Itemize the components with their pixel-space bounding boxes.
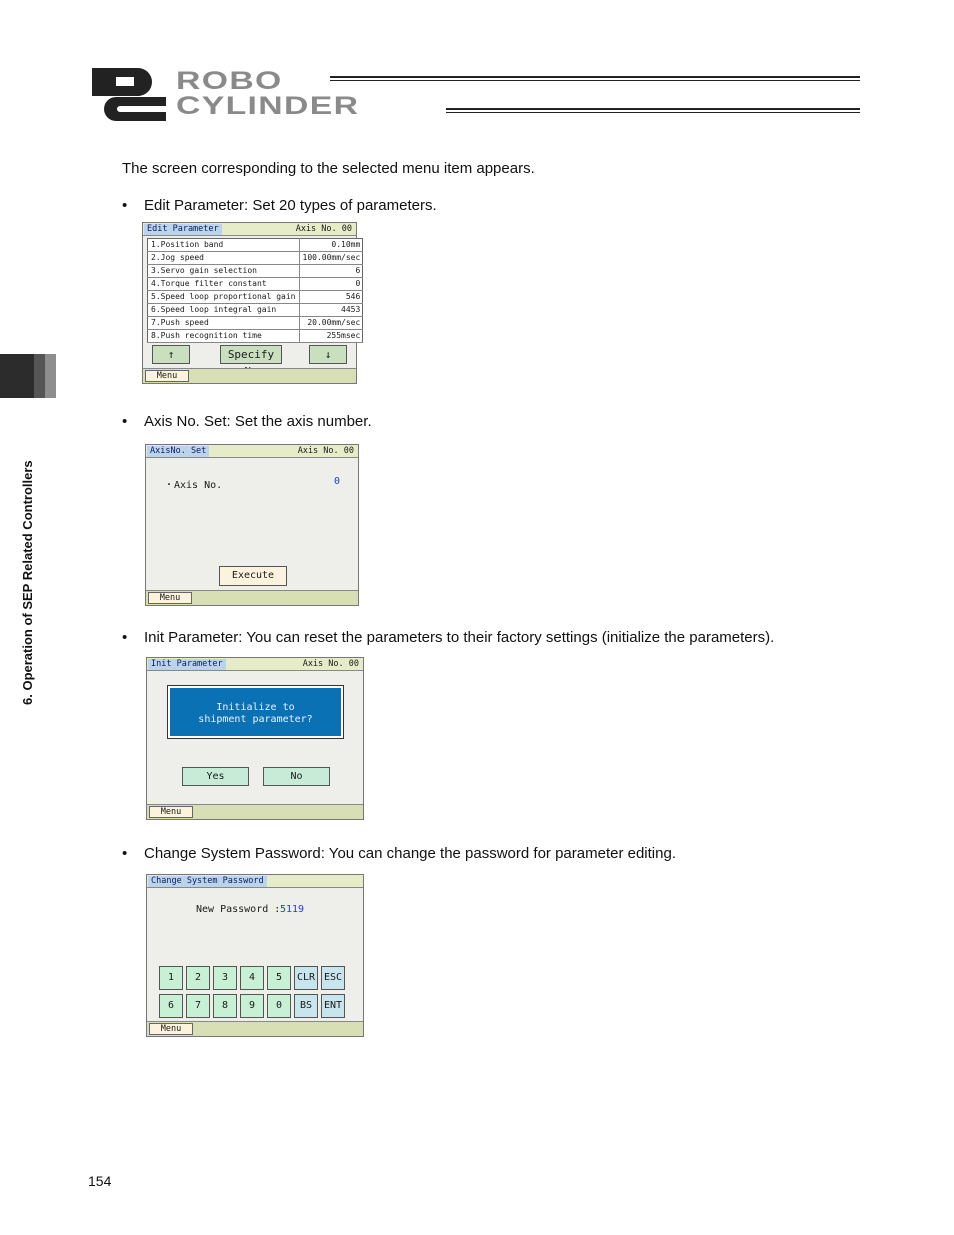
menu-button[interactable]: Menu	[149, 1023, 193, 1035]
execute-button[interactable]: Execute	[219, 566, 287, 586]
axis-number-label: Axis No. 00	[297, 446, 354, 456]
screen-title: Edit Parameter	[144, 224, 222, 235]
bullet-change-password: Change System Password: You can change the password for parameter editing.	[144, 845, 676, 862]
dialog-line-1: Initialize to	[216, 702, 295, 713]
screen-title-bar	[147, 658, 363, 671]
intro-text: The screen corresponding to the selected menu item appears.	[122, 160, 535, 177]
new-password-value[interactable]: 5119	[280, 904, 305, 915]
menu-button[interactable]: Menu	[149, 806, 193, 818]
new-password-label: New Password :	[196, 904, 281, 915]
parameter-value: 0.10mm	[299, 239, 363, 252]
screen-title-bar	[147, 875, 363, 888]
key-2[interactable]: 2	[186, 966, 210, 990]
screen-bottom-bar	[147, 804, 363, 819]
key-ent[interactable]: ENT	[321, 994, 345, 1018]
chapter-title: 6. Operation of SEP Related Controllers	[20, 460, 35, 705]
specify-no-button[interactable]: Specify	[220, 345, 282, 364]
table-row[interactable]	[148, 278, 363, 291]
axis-number-label: Axis No. 00	[295, 224, 352, 234]
screen-title-bar	[143, 223, 356, 236]
key-3[interactable]: 3	[213, 966, 237, 990]
robo-cylinder-logo	[88, 66, 860, 122]
table-row[interactable]	[148, 330, 363, 343]
bullet-mark: •	[122, 413, 128, 430]
parameter-label: 2.Jog speed	[148, 252, 300, 265]
key-9[interactable]: 9	[240, 994, 264, 1018]
parameter-label: 4.Torque filter constant	[148, 278, 300, 291]
key-bs[interactable]: BS	[294, 994, 318, 1018]
yes-button[interactable]: Yes	[182, 767, 249, 786]
screen-bottom-bar	[143, 368, 356, 383]
axis-no-set-screen	[145, 444, 359, 606]
menu-button[interactable]: Menu	[145, 370, 189, 382]
screen-title-bar	[146, 445, 358, 458]
chapter-tab-dark	[0, 354, 34, 398]
parameter-value: 100.00mm/sec	[299, 252, 363, 265]
screen-bottom-bar	[147, 1021, 363, 1036]
parameter-value: 255msec	[299, 330, 363, 343]
axis-no-label: ・Axis No.	[164, 480, 223, 491]
parameter-value: 546	[299, 291, 363, 304]
header-rule-top	[330, 76, 860, 81]
bullet-axis-no-set: Axis No. Set: Set the axis number.	[144, 413, 372, 430]
parameter-table	[147, 238, 363, 343]
parameter-label: 8.Push recognition time	[148, 330, 300, 343]
key-7[interactable]: 7	[186, 994, 210, 1018]
chapter-tab-mid	[34, 354, 45, 398]
key-clr[interactable]: CLR	[294, 966, 318, 990]
key-8[interactable]: 8	[213, 994, 237, 1018]
chapter-tab-light	[45, 354, 56, 398]
no-button[interactable]: No	[263, 767, 330, 786]
confirm-dialog	[168, 686, 343, 738]
parameter-label: 3.Servo gain selection	[148, 265, 300, 278]
key-5[interactable]: 5	[267, 966, 291, 990]
key-6[interactable]: 6	[159, 994, 183, 1018]
parameter-value: 4453	[299, 304, 363, 317]
key-esc[interactable]: ESC	[321, 966, 345, 990]
key-4[interactable]: 4	[240, 966, 264, 990]
rc-logo-icon	[88, 66, 170, 122]
logo-text-robo: ROBO	[176, 67, 283, 95]
parameter-label: 5.Speed loop proportional gain	[148, 291, 300, 304]
menu-button[interactable]: Menu	[148, 592, 192, 604]
table-row[interactable]	[148, 317, 363, 330]
parameter-value: 6	[299, 265, 363, 278]
parameter-label: 7.Push speed	[148, 317, 300, 330]
parameter-value: 20.00mm/sec	[299, 317, 363, 330]
logo-text-cylinder: CYLINDER	[176, 92, 360, 120]
key-1[interactable]: 1	[159, 966, 183, 990]
table-row[interactable]	[148, 291, 363, 304]
screen-title: AxisNo. Set	[147, 446, 209, 457]
edit-parameter-screen	[142, 222, 361, 384]
header-rule-bottom	[446, 108, 860, 113]
screen-title: Change System Password	[148, 876, 267, 887]
parameter-label: 1.Position band	[148, 239, 300, 252]
init-parameter-screen	[146, 657, 364, 820]
parameter-value: 0	[299, 278, 363, 291]
table-row[interactable]	[148, 265, 363, 278]
screen-bottom-bar	[146, 590, 358, 605]
parameter-label: 6.Speed loop integral gain	[148, 304, 300, 317]
table-row[interactable]	[148, 304, 363, 317]
change-password-screen	[146, 874, 364, 1037]
bullet-init-parameter: Init Parameter: You can reset the parameters to their factory settings (initialize the parameters).	[144, 629, 775, 646]
table-row[interactable]	[148, 252, 363, 265]
axis-number-label: Axis No. 00	[302, 659, 359, 669]
page-number: 154	[88, 1173, 112, 1189]
bullet-mark: •	[122, 197, 128, 214]
axis-no-value[interactable]: 0	[334, 476, 341, 487]
table-row[interactable]	[148, 239, 363, 252]
scroll-up-button[interactable]: ↑	[152, 345, 190, 364]
key-0[interactable]: 0	[267, 994, 291, 1018]
screen-title: Init Parameter	[148, 659, 226, 670]
bullet-edit-parameter: Edit Parameter: Set 20 types of parameters.	[144, 197, 437, 214]
scroll-down-button[interactable]: ↓	[309, 345, 347, 364]
bullet-mark: •	[122, 629, 128, 646]
dialog-line-2: shipment parameter?	[198, 714, 313, 725]
bullet-mark: •	[122, 845, 128, 862]
